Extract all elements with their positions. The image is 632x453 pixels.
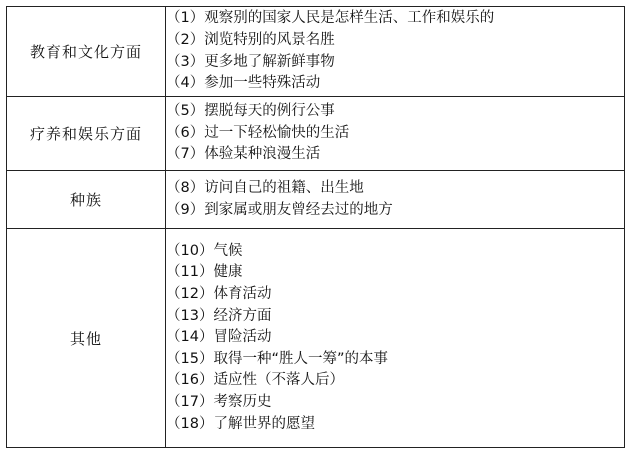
item-text: 取得一种“胜人一筹”的本事 [213, 350, 388, 367]
item-list [166, 101, 624, 166]
list-item [166, 52, 624, 74]
item-text: 观察别的国家人民是怎样生活、工作和娱乐的 [204, 10, 495, 27]
list-item [166, 392, 624, 414]
items-cell [166, 229, 625, 448]
item-text: 考察历史 [213, 393, 272, 410]
item-text: 浏览特别的风景名胜 [204, 31, 335, 48]
item-number: （7） [166, 146, 205, 163]
item-text: 经济方面 [213, 307, 272, 324]
item-number: （6） [166, 124, 205, 141]
item-text: 体验某种浪漫生活 [204, 146, 321, 163]
item-number: （8） [166, 179, 205, 196]
item-text: 体育活动 [213, 286, 272, 303]
item-number: （2） [166, 31, 205, 48]
list-item [166, 370, 624, 392]
category-cell: 教育和文化方面 [7, 7, 166, 97]
list-item [166, 414, 624, 436]
table-row [7, 229, 625, 448]
list-item [166, 123, 624, 145]
list-item [166, 284, 624, 306]
list-item [166, 200, 624, 222]
item-text: 参加一些特殊活动 [204, 75, 321, 92]
item-number: （17） [166, 393, 214, 410]
item-number: （10） [166, 242, 214, 259]
item-list [166, 241, 624, 435]
list-item [166, 241, 624, 263]
item-text: 更多地了解新鲜事物 [204, 53, 335, 70]
item-number: （11） [166, 264, 214, 281]
item-number: （16） [166, 372, 214, 389]
item-text: 摆脱每天的例行公事 [204, 103, 335, 120]
item-list [166, 8, 624, 94]
items-cell [166, 171, 625, 229]
item-text: 健康 [213, 264, 243, 281]
item-number: （5） [166, 103, 205, 120]
list-item [166, 73, 624, 95]
item-text: 过一下轻松愉快的生活 [204, 124, 350, 141]
category-cell: 疗养和娱乐方面 [7, 97, 166, 171]
item-text: 访问自己的祖籍、出生地 [204, 179, 364, 196]
table-row [7, 171, 625, 229]
item-number: （13） [166, 307, 214, 324]
item-text: 到家属或朋友曾经去过的地方 [204, 201, 393, 218]
item-number: （12） [166, 286, 214, 303]
item-text: 了解世界的愿望 [213, 415, 315, 432]
items-cell [166, 7, 625, 97]
list-item [166, 101, 624, 123]
list-item [166, 327, 624, 349]
list-item [166, 306, 624, 328]
item-number: （14） [166, 329, 214, 346]
item-number: （4） [166, 75, 205, 92]
item-text: 冒险活动 [213, 329, 272, 346]
item-text: 适应性（不落人后） [213, 372, 344, 389]
item-number: （15） [166, 350, 214, 367]
table-row [7, 97, 625, 171]
list-item [166, 8, 624, 30]
item-number: （1） [166, 10, 205, 27]
item-list [166, 178, 624, 221]
list-item [166, 262, 624, 284]
motives-table [6, 6, 625, 448]
items-cell [166, 97, 625, 171]
item-number: （3） [166, 53, 205, 70]
list-item [166, 178, 624, 200]
list-item [166, 349, 624, 371]
list-item [166, 30, 624, 52]
item-number: （9） [166, 201, 205, 218]
list-item [166, 144, 624, 166]
table-row [7, 7, 625, 97]
category-cell: 种族 [7, 171, 166, 229]
item-text: 气候 [213, 242, 243, 259]
category-cell: 其他 [7, 229, 166, 448]
item-number: （18） [166, 415, 214, 432]
